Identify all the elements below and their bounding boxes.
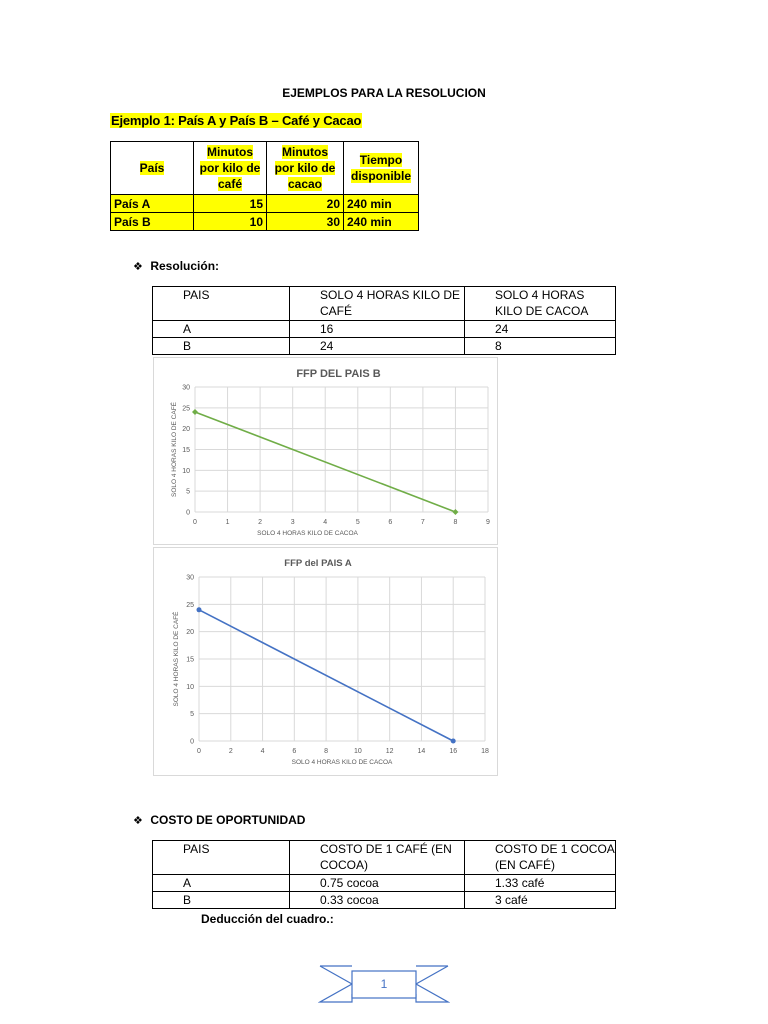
diamond-bullet-icon: ❖ [133, 261, 143, 273]
header-text: COSTO DE 1 COCOA [495, 842, 615, 856]
page-number: 1 [380, 977, 388, 991]
table-header-row [111, 142, 419, 195]
x-tick-label: 9 [486, 519, 490, 526]
deduccion-label: Deducción del cuadro.: [201, 912, 334, 926]
table-cell: 0.75 cocoa [290, 875, 465, 892]
y-axis-label: SOLO 4 HORAS KILO DE CAFÉ [171, 402, 178, 497]
table-cell: País A [111, 195, 194, 213]
x-tick-label: 7 [420, 519, 425, 526]
costo-bullet [133, 813, 305, 827]
resolution-table [152, 286, 616, 355]
table-row [153, 892, 616, 909]
header-text: Minutos [282, 145, 328, 159]
table-header-cell [344, 142, 419, 195]
header-text: por kilo de [274, 161, 336, 175]
table-row [111, 213, 419, 231]
chart-ffp-b [153, 357, 498, 545]
x-tick-label: 8 [453, 519, 458, 526]
table-header-cell [267, 142, 344, 195]
y-tick-label: 20 [186, 629, 194, 637]
y-tick-label: 25 [182, 405, 190, 413]
chart-ffp-b-svg [154, 358, 497, 544]
chart-ffp-a [153, 547, 498, 776]
data-point [451, 739, 456, 744]
y-tick-label: 15 [182, 447, 190, 454]
header-text: COCOA) [320, 858, 368, 872]
x-tick-label: 1 [225, 519, 230, 526]
x-tick-label: 12 [385, 748, 394, 755]
opportunity-cost-table [152, 840, 616, 909]
y-tick-label: 5 [190, 711, 194, 719]
table-cell: 10 [194, 213, 267, 231]
x-axis-label: SOLO 4 HORAS KILO DE CACOA [291, 759, 393, 766]
header-text: KILO DE CACOA [495, 304, 589, 318]
x-axis-label: SOLO 4 HORAS KILO DE CACOA [257, 530, 358, 537]
data-point [197, 607, 202, 612]
header-text: café [217, 177, 243, 191]
example-title: Ejemplo 1: País A y País B – Café y Cacao [111, 113, 362, 128]
x-tick-label: 2 [228, 748, 233, 755]
table-row [111, 195, 419, 213]
table-cell: 1.33 café [465, 875, 616, 892]
header-text: Tiempo [359, 153, 403, 167]
x-tick-label: 8 [324, 748, 329, 755]
header-text: País [139, 161, 165, 175]
table-header-cell [290, 841, 465, 875]
table-cell: A [153, 321, 290, 338]
page-title: EJEMPLOS PARA LA RESOLUCION [282, 86, 486, 100]
table-cell: B [153, 892, 290, 909]
example-table [110, 141, 419, 231]
header-text: SOLO 4 HORAS [495, 288, 585, 302]
table-cell: 30 [267, 213, 344, 231]
chart-ffp-a-svg [154, 548, 497, 775]
x-tick-label: 6 [292, 748, 297, 755]
table-header-cell [465, 287, 616, 321]
x-tick-label: 4 [260, 748, 265, 755]
x-tick-label: 2 [258, 519, 263, 526]
x-tick-label: 0 [197, 748, 201, 755]
x-tick-label: 14 [417, 748, 426, 755]
table-cell: 240 min [344, 195, 419, 213]
header-text: (EN CAFÉ) [495, 858, 555, 872]
costo-label: COSTO DE OPORTUNIDAD [150, 813, 306, 827]
y-tick-label: 30 [182, 384, 190, 392]
table-header-cell [290, 287, 465, 321]
y-tick-label: 10 [182, 467, 190, 475]
table-cell: 240 min [344, 213, 419, 231]
table-row [153, 875, 616, 892]
table-cell: 24 [290, 338, 465, 355]
header-text: CAFÉ [320, 304, 353, 318]
diamond-bullet-icon: ❖ [133, 815, 143, 827]
table-header-cell: PAIS [153, 287, 290, 321]
x-tick-label: 10 [353, 748, 362, 755]
table-cell: 3 café [465, 892, 616, 909]
data-point [452, 509, 458, 515]
y-tick-label: 20 [182, 426, 190, 434]
table-header-cell [194, 142, 267, 195]
table-cell: B [153, 338, 290, 355]
x-tick-label: 6 [388, 519, 393, 526]
header-text: por kilo de [199, 161, 261, 175]
table-cell: País B [111, 213, 194, 231]
x-tick-label: 4 [323, 519, 328, 526]
table-header-cell [111, 142, 194, 195]
header-text: Minutos [207, 145, 253, 159]
y-axis-label: SOLO 4 HORAS KILO DE CAFÉ [173, 611, 180, 707]
header-text: SOLO 4 HORAS KILO DE [320, 288, 461, 302]
y-tick-label: 25 [186, 601, 194, 609]
data-point [192, 409, 198, 415]
y-tick-label: 15 [186, 656, 194, 664]
table-header-row [153, 287, 616, 321]
y-tick-label: 10 [186, 683, 194, 691]
page-number-ribbon [318, 964, 450, 1009]
table-row [153, 338, 616, 355]
x-tick-label: 5 [355, 519, 360, 526]
table-cell: A [153, 875, 290, 892]
x-tick-label: 18 [481, 748, 489, 755]
table-header-cell [465, 841, 616, 875]
y-tick-label: 0 [186, 509, 190, 517]
header-text: disponible [351, 169, 411, 183]
table-cell: 24 [465, 321, 616, 338]
x-tick-label: 3 [290, 519, 295, 526]
chart-title: FFP DEL PAIS B [296, 368, 381, 380]
table-row [153, 321, 616, 338]
header-text: COSTO DE 1 CAFÉ (EN [320, 842, 452, 856]
x-tick-label: 16 [449, 748, 458, 755]
table-cell: 16 [290, 321, 465, 338]
table-cell: 0.33 cocoa [290, 892, 465, 909]
chart-title: FFP del PAIS A [284, 558, 352, 569]
resolucion-label: Resolución: [150, 259, 220, 273]
resolucion-bullet [133, 259, 219, 273]
table-header-cell: PAIS [153, 841, 290, 875]
table-cell: 8 [465, 338, 616, 355]
header-text: cacao [287, 177, 323, 191]
table-cell: 20 [267, 195, 344, 213]
x-tick-label: 0 [193, 519, 197, 526]
table-header-row [153, 841, 616, 875]
y-tick-label: 0 [190, 738, 194, 746]
table-cell: 15 [194, 195, 267, 213]
y-tick-label: 30 [186, 574, 194, 582]
y-tick-label: 5 [186, 488, 190, 496]
